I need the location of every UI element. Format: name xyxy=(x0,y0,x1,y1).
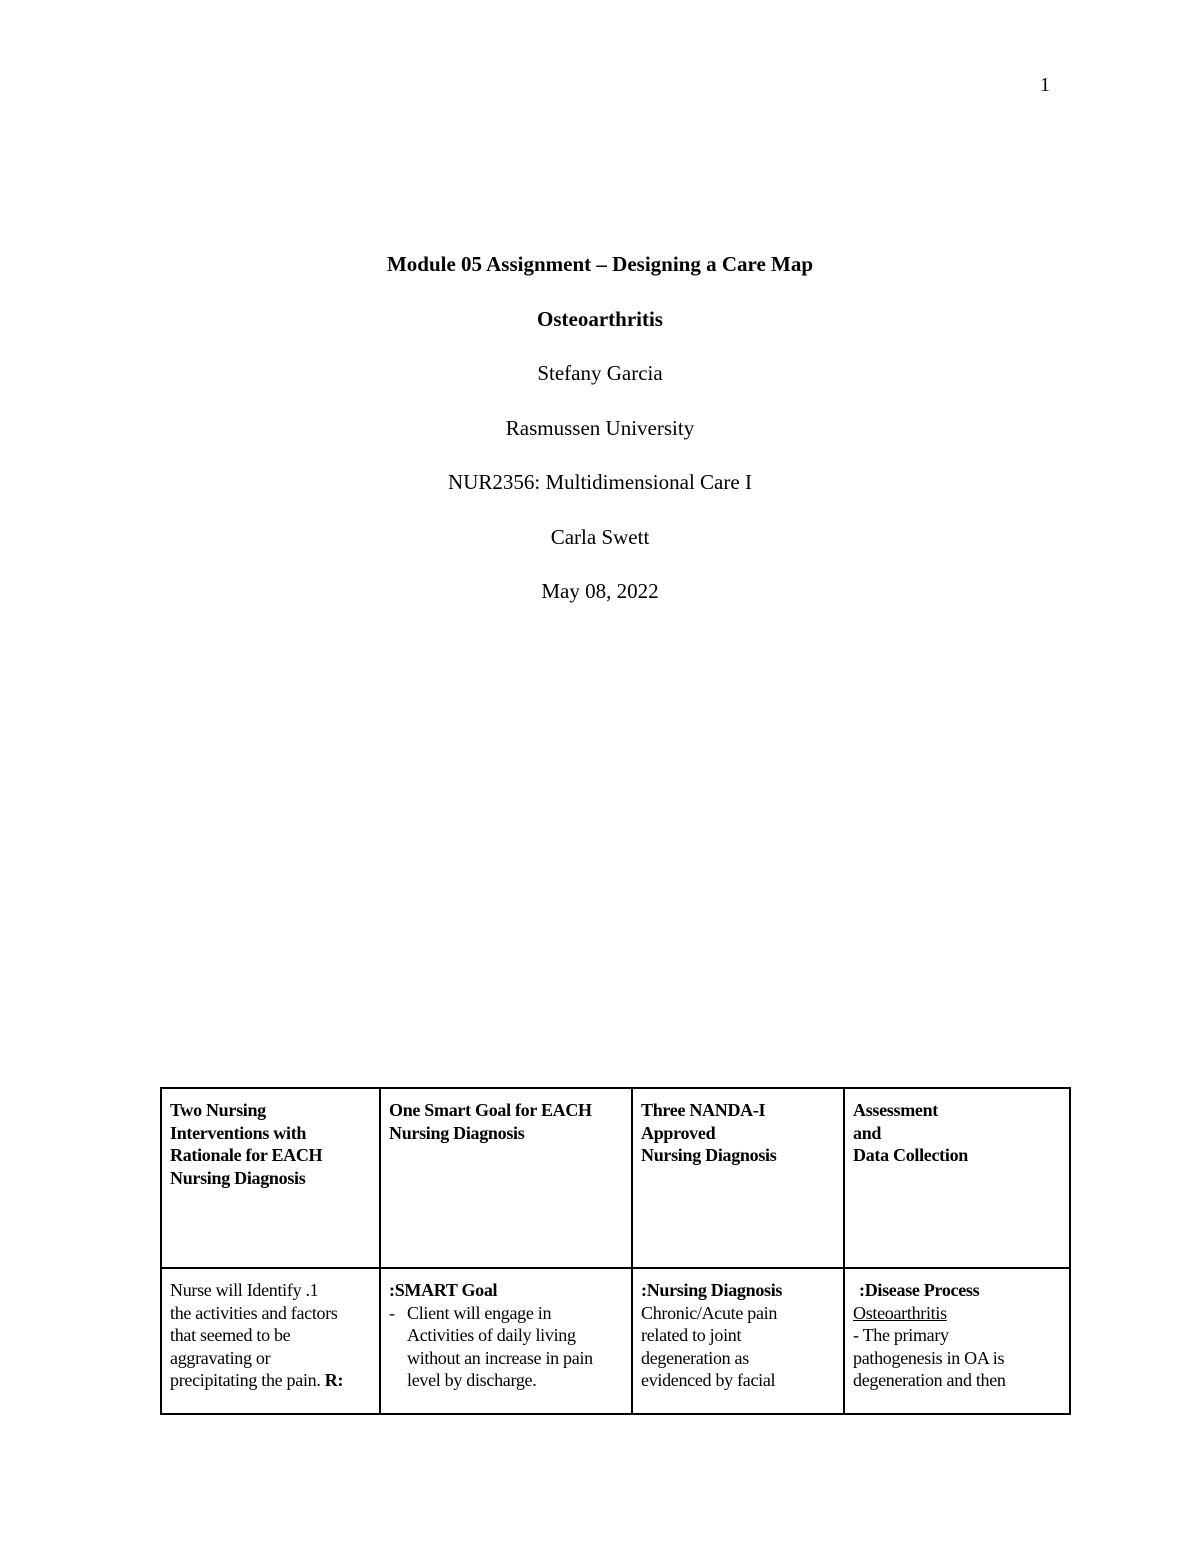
nursing-diagnosis-text: evidenced by facial xyxy=(641,1370,776,1390)
smart-goal-text: Client will engage in xyxy=(407,1302,552,1323)
document-title: Module 05 Assignment – Designing a Care Map xyxy=(386,252,814,276)
intervention-text: that seemed to be xyxy=(170,1325,291,1345)
document-subtitle: Osteoarthritis xyxy=(537,306,663,331)
intervention-cell xyxy=(161,1268,380,1414)
nursing-diagnosis-text: Chronic/Acute pain xyxy=(641,1302,778,1323)
disease-name: Osteoarthritis xyxy=(853,1302,947,1323)
smart-goal-text: level by discharge. xyxy=(407,1370,537,1390)
nursing-diagnosis-label: :Nursing Diagnosis xyxy=(641,1280,783,1300)
author-name: Stefany Garcia xyxy=(537,361,663,385)
header-text: Rationale for EACH xyxy=(170,1145,323,1165)
header-text: Nursing Diagnosis xyxy=(389,1122,525,1143)
header-text: One Smart Goal for EACH xyxy=(389,1100,592,1120)
table-header-row xyxy=(161,1088,1070,1268)
nursing-diagnosis-cell xyxy=(632,1268,844,1414)
intervention-text: the activities and factors xyxy=(170,1302,338,1323)
assessment-text: degeneration and then xyxy=(853,1370,1006,1390)
header-text: Three NANDA-I xyxy=(641,1100,766,1120)
assessment-cell xyxy=(844,1268,1070,1414)
header-nanda-diagnosis xyxy=(632,1088,844,1268)
submission-date: May 08, 2022 xyxy=(541,579,659,603)
care-map-table xyxy=(160,1087,1071,1415)
table-row xyxy=(161,1268,1070,1414)
intervention-text: Nurse will Identify .1 xyxy=(170,1280,319,1300)
intervention-text: aggravating or xyxy=(170,1347,271,1368)
header-text: and xyxy=(853,1122,882,1143)
smart-goal-cell xyxy=(380,1268,632,1414)
header-text: Two Nursing xyxy=(170,1100,266,1120)
intervention-text: precipitating the pain. xyxy=(170,1370,321,1390)
nursing-diagnosis-text: degeneration as xyxy=(641,1347,749,1368)
header-text: Nursing Diagnosis xyxy=(641,1145,777,1165)
disease-process-label: :Disease Process xyxy=(859,1280,980,1300)
header-assessment xyxy=(844,1088,1070,1268)
rationale-label: R: xyxy=(324,1370,344,1390)
smart-goal-text: Activities of daily living xyxy=(407,1325,576,1345)
instructor-name: Carla Swett xyxy=(550,524,650,549)
header-smart-goal xyxy=(380,1088,632,1268)
assessment-text: pathogenesis in OA is xyxy=(853,1347,1005,1368)
list-dash: - xyxy=(389,1302,395,1323)
header-text: Assessment xyxy=(853,1100,938,1120)
smart-goal-label: :SMART Goal xyxy=(389,1280,498,1300)
assessment-text: - The primary xyxy=(853,1325,949,1345)
nursing-diagnosis-text: related to joint xyxy=(641,1325,742,1345)
header-text: Data Collection xyxy=(853,1145,968,1165)
institution-name: Rasmussen University xyxy=(505,415,695,440)
header-text: Approved xyxy=(641,1122,716,1143)
header-text: Nursing Diagnosis xyxy=(170,1167,306,1188)
header-text: Interventions with xyxy=(170,1122,307,1143)
header-interventions xyxy=(161,1088,380,1268)
smart-goal-text: without an increase in pain xyxy=(407,1347,593,1368)
page-number: 1 xyxy=(1040,74,1050,96)
title-page xyxy=(0,248,1200,630)
course-name: NUR2356: Multidimensional Care I xyxy=(448,470,752,494)
